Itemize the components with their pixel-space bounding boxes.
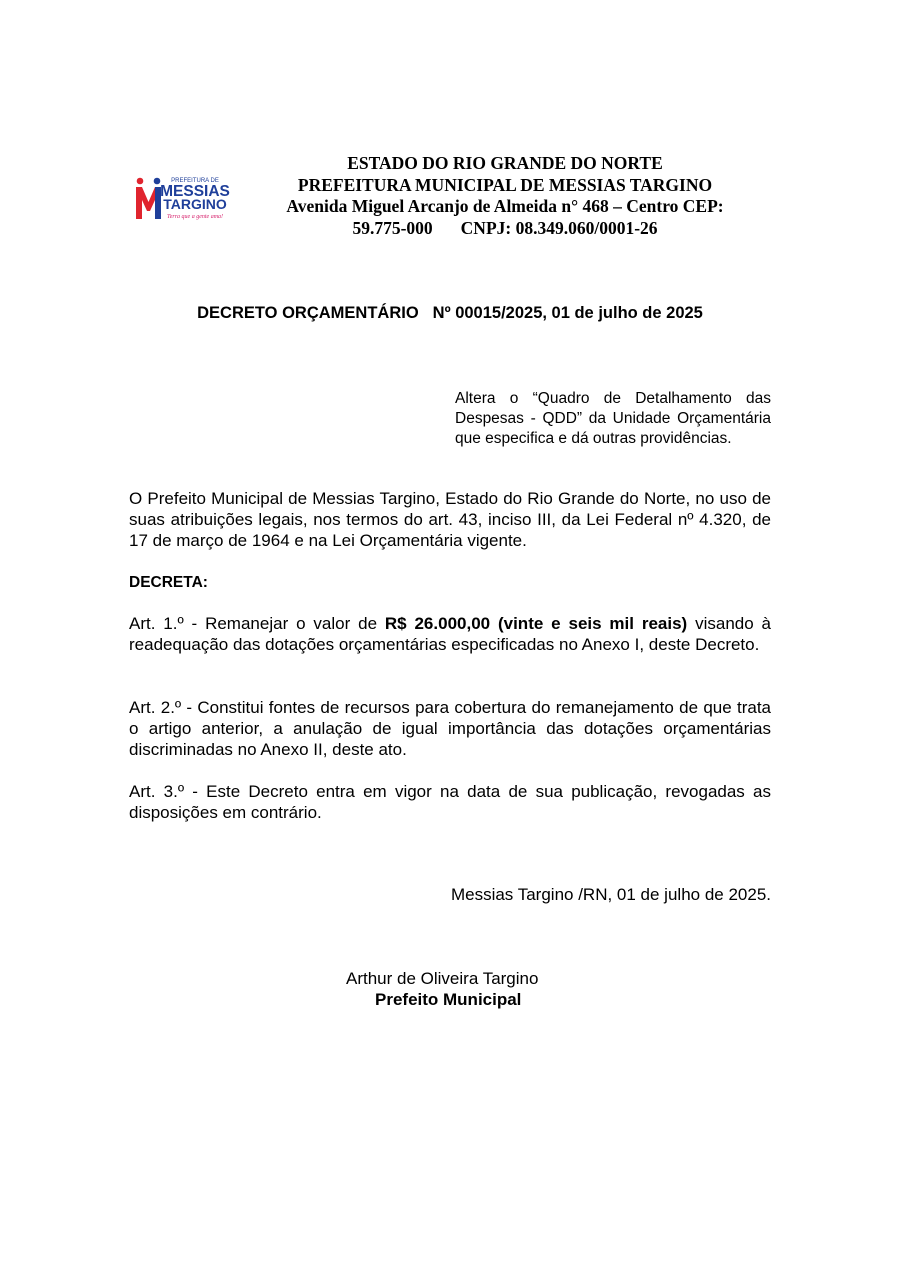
logo-line1: PREFEITURA DE — [171, 178, 219, 184]
decree-title — [0, 304, 900, 323]
header-cep-cnpj-line — [260, 218, 750, 240]
prefeitura-logo — [133, 175, 253, 225]
logo-graphic — [133, 175, 253, 225]
article-1-text-start: Art. 1.º - Remanejar o valor de — [129, 614, 385, 633]
preamble-paragraph: O Prefeito Municipal de Messias Targino, Estado do Rio Grande do Norte, no uso de suas atribuições legais, nos termos do art. 43, inciso III, da Lei Federal nº 4.320, de 17 de março de 1964 e na Lei Orçamentária vigente. — [129, 489, 771, 550]
article-2: Art. 2.º - Constitui fontes de recursos para cobertura do remanejamento de que trata o artigo anterior, a anulação de igual importância das dotações orçamentárias discriminadas no Anexo II, deste ato. — [129, 698, 771, 759]
header-cep: 59.775-000 — [352, 217, 433, 238]
logo-line3: TARGINO — [163, 196, 227, 212]
article-1-amount: R$ 26.000,00 (vinte e seis mil reais) — [384, 614, 688, 633]
letterhead — [260, 153, 750, 239]
logo-slogan: Terra que a gente ama! — [166, 214, 224, 220]
header-cnpj: CNPJ: 08.349.060/0001-26 — [460, 217, 658, 238]
logo-line2: MESSIAS — [160, 183, 230, 200]
header-address: Avenida Miguel Arcanjo de Almeida n° 468 – Centro CEP: — [286, 196, 724, 216]
decree-title-label: DECRETO ORÇAMENTÁRIO — [197, 304, 419, 322]
decree-summary: Altera o “Quadro de Detalhamento das Despesas - QDD” da Unidade Orçamentária que especifica e dá outras providências. — [455, 390, 771, 447]
signer-role: Prefeito Municipal — [375, 990, 522, 1009]
article-3: Art. 3.º - Este Decreto entra em vigor na data de sua publicação, revogadas as disposições em contrário. — [129, 782, 771, 822]
signer-name: Arthur de Oliveira Targino — [346, 969, 539, 988]
article-1-text-end: visando à readequação das dotações orçamentárias especificadas no Anexo I, deste Decreto. — [129, 614, 772, 654]
article-1 — [129, 613, 771, 655]
header-city-hall: PREFEITURA MUNICIPAL DE MESSIAS TARGINO — [297, 174, 713, 195]
decreta-heading: DECRETA: — [129, 574, 208, 591]
place-and-date: Messias Targino /RN, 01 de julho de 2025. — [450, 885, 771, 904]
decree-number-date: Nº 00015/2025, 01 de julho de 2025 — [432, 304, 703, 322]
header-state: ESTADO DO RIO GRANDE DO NORTE — [347, 153, 663, 173]
logo-dot-red — [137, 178, 144, 185]
